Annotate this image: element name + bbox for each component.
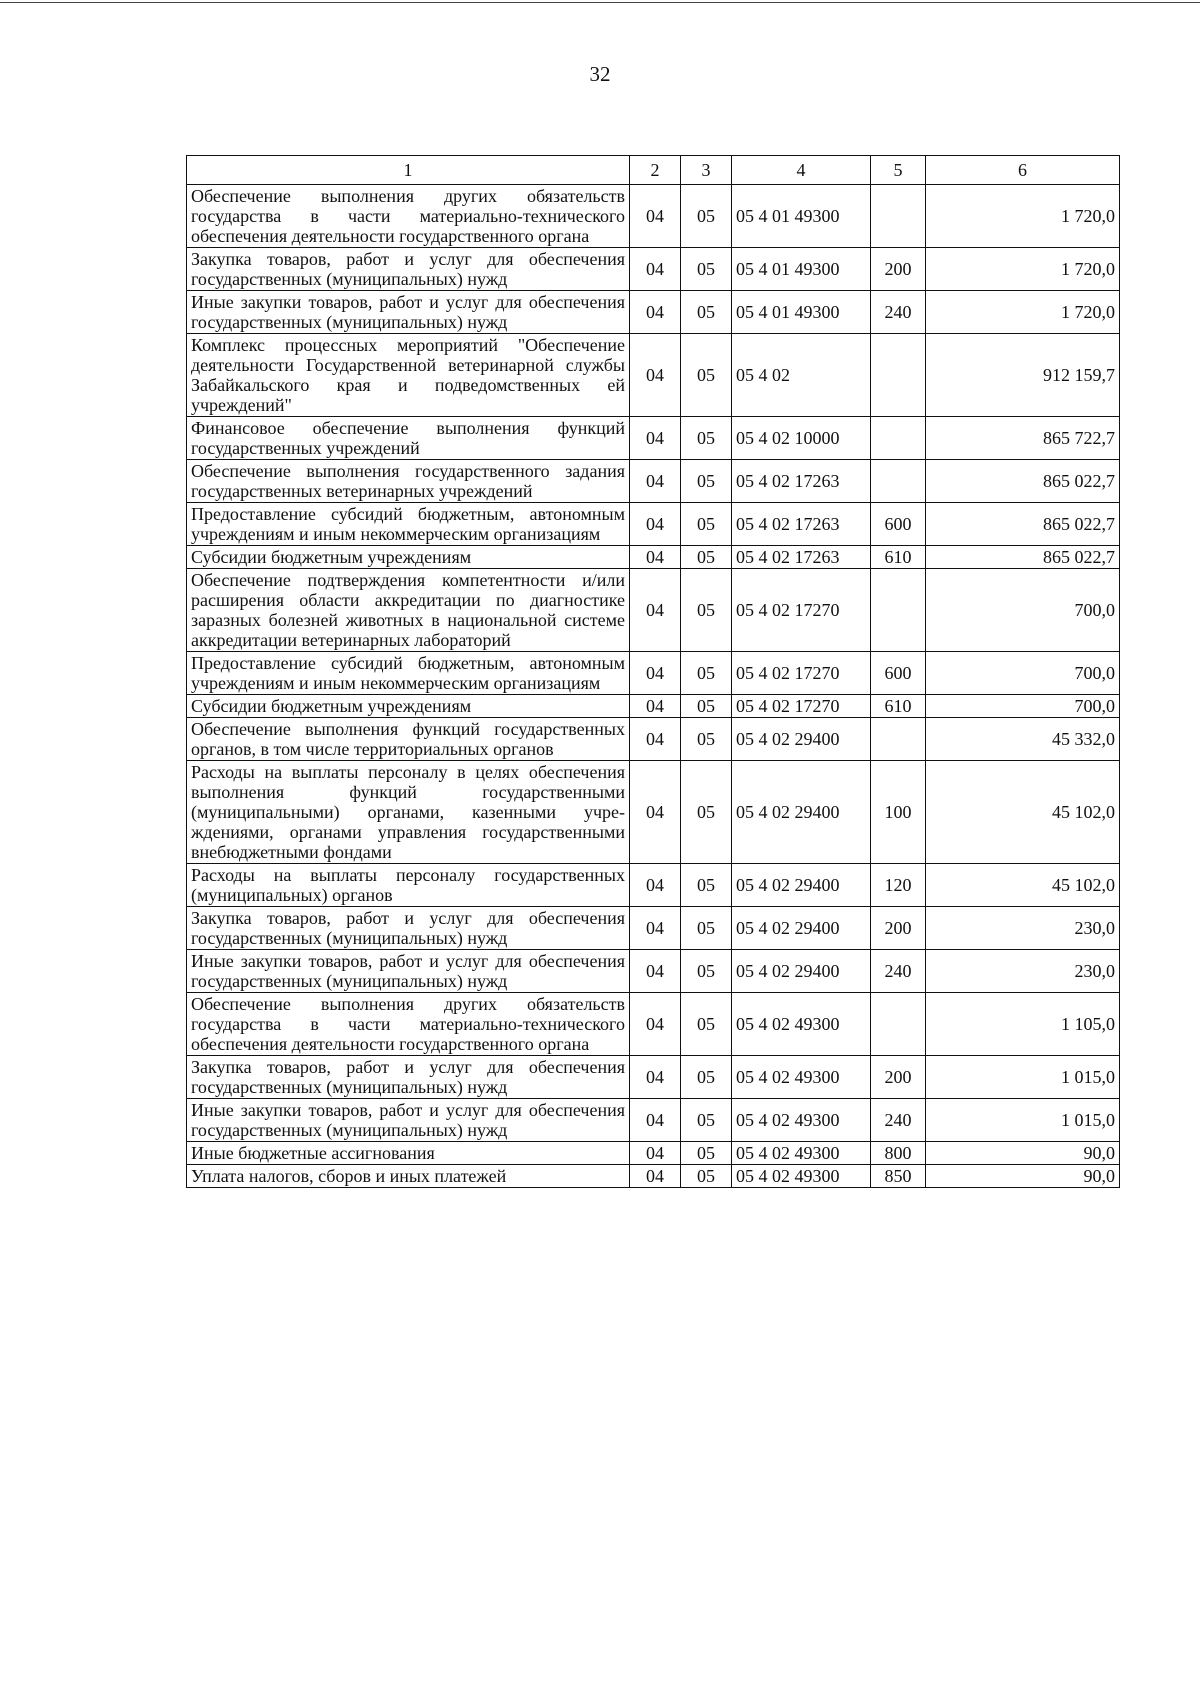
target-article-cell: 05 4 01 49300: [732, 248, 871, 291]
amount-cell: 1 720,0: [926, 248, 1120, 291]
target-article-cell: 05 4 01 49300: [732, 185, 871, 248]
page-number: 32: [589, 62, 611, 86]
subsection-code-cell: 05: [681, 460, 732, 503]
amount-cell: 1 015,0: [926, 1099, 1120, 1142]
budget-table: [186, 155, 1120, 1188]
section-code-cell: 04: [630, 718, 681, 761]
expense-type-cell: 240: [871, 950, 926, 993]
top-rule: [0, 2, 1200, 3]
expense-name-cell: Обеспечение выполнения других обязательств государства в части материально-технического обеспечения деятельности государственного органа: [187, 993, 630, 1056]
section-code-cell: 04: [630, 993, 681, 1056]
table-row: [187, 718, 1120, 761]
target-article-cell: 05 4 02 49300: [732, 993, 871, 1056]
target-article-cell: 05 4 02 17263: [732, 546, 871, 569]
amount-cell: 865 722,7: [926, 417, 1120, 460]
expense-name-cell: Обеспечение выполнения государственного задания государственных ветеринарных учреждений: [187, 460, 630, 503]
amount-cell: 90,0: [926, 1142, 1120, 1165]
target-article-cell: 05 4 02 29400: [732, 761, 871, 864]
subsection-code-cell: 05: [681, 652, 732, 695]
expense-name-cell: Предоставление субсидий бюджетным, автономным учреждениям и иным некоммерческим организациям: [187, 652, 630, 695]
header-row: [187, 156, 1120, 185]
expense-type-cell: 240: [871, 291, 926, 334]
target-article-cell: 05 4 02 29400: [732, 718, 871, 761]
subsection-code-cell: 05: [681, 334, 732, 417]
expense-name-cell: Иные бюджетные ассигнования: [187, 1142, 630, 1165]
expense-name-cell: Закупка товаров, работ и услуг для обеспечения государственных (муниципальных) нужд: [187, 1056, 630, 1099]
expense-type-cell: [871, 993, 926, 1056]
table-row: [187, 993, 1120, 1056]
target-article-cell: 05 4 01 49300: [732, 291, 871, 334]
amount-cell: 700,0: [926, 652, 1120, 695]
expense-type-cell: 800: [871, 1142, 926, 1165]
amount-cell: 45 102,0: [926, 761, 1120, 864]
expense-type-cell: [871, 417, 926, 460]
target-article-cell: 05 4 02 17270: [732, 652, 871, 695]
table-row: [187, 652, 1120, 695]
expense-type-cell: [871, 185, 926, 248]
header-cell: 2: [630, 156, 681, 185]
amount-cell: 865 022,7: [926, 460, 1120, 503]
target-article-cell: 05 4 02 49300: [732, 1142, 871, 1165]
expense-type-cell: 600: [871, 503, 926, 546]
expense-name-cell: Обеспечение выполнения других обязательств государства в части материально-технического обеспечения деятельности государственного органа: [187, 185, 630, 248]
section-code-cell: 04: [630, 652, 681, 695]
target-article-cell: 05 4 02 17263: [732, 460, 871, 503]
expense-name-cell: Финансовое обеспечение выполнения функций государственных учреждений: [187, 417, 630, 460]
subsection-code-cell: 05: [681, 417, 732, 460]
expense-type-cell: [871, 569, 926, 652]
section-code-cell: 04: [630, 695, 681, 718]
table-row: [187, 248, 1120, 291]
table-row: [187, 907, 1120, 950]
amount-cell: 45 332,0: [926, 718, 1120, 761]
subsection-code-cell: 05: [681, 718, 732, 761]
section-code-cell: 04: [630, 185, 681, 248]
header-cell: 6: [926, 156, 1120, 185]
subsection-code-cell: 05: [681, 185, 732, 248]
subsection-code-cell: 05: [681, 503, 732, 546]
section-code-cell: 04: [630, 460, 681, 503]
table-row: [187, 1165, 1120, 1188]
expense-type-cell: 240: [871, 1099, 926, 1142]
expense-type-cell: 100: [871, 761, 926, 864]
target-article-cell: 05 4 02 49300: [732, 1165, 871, 1188]
expense-type-cell: [871, 460, 926, 503]
section-code-cell: 04: [630, 569, 681, 652]
table-row: [187, 185, 1120, 248]
target-article-cell: 05 4 02 29400: [732, 950, 871, 993]
header-cell: 3: [681, 156, 732, 185]
section-code-cell: 04: [630, 291, 681, 334]
section-code-cell: 04: [630, 950, 681, 993]
amount-cell: 865 022,7: [926, 546, 1120, 569]
expense-type-cell: 610: [871, 546, 926, 569]
subsection-code-cell: 05: [681, 1099, 732, 1142]
table-row: [187, 460, 1120, 503]
amount-cell: 90,0: [926, 1165, 1120, 1188]
section-code-cell: 04: [630, 864, 681, 907]
expense-type-cell: 200: [871, 248, 926, 291]
table-row: [187, 761, 1120, 864]
subsection-code-cell: 05: [681, 1142, 732, 1165]
expense-type-cell: [871, 334, 926, 417]
table-row: [187, 695, 1120, 718]
section-code-cell: 04: [630, 761, 681, 864]
expense-type-cell: 120: [871, 864, 926, 907]
subsection-code-cell: 05: [681, 761, 732, 864]
amount-cell: 1 105,0: [926, 993, 1120, 1056]
table-row: [187, 417, 1120, 460]
header-cell: 1: [187, 156, 630, 185]
subsection-code-cell: 05: [681, 907, 732, 950]
expense-name-cell: Закупка товаров, работ и услуг для обеспечения государственных (муниципальных) нужд: [187, 907, 630, 950]
table-row: [187, 291, 1120, 334]
target-article-cell: 05 4 02 17270: [732, 695, 871, 718]
table-row: [187, 546, 1120, 569]
header-cell: 5: [871, 156, 926, 185]
expense-type-cell: 600: [871, 652, 926, 695]
subsection-code-cell: 05: [681, 864, 732, 907]
amount-cell: 1 015,0: [926, 1056, 1120, 1099]
target-article-cell: 05 4 02: [732, 334, 871, 417]
section-code-cell: 04: [630, 1142, 681, 1165]
table-row: [187, 950, 1120, 993]
table-row: [187, 864, 1120, 907]
expense-type-cell: 200: [871, 1056, 926, 1099]
target-article-cell: 05 4 02 29400: [732, 864, 871, 907]
section-code-cell: 04: [630, 334, 681, 417]
section-code-cell: 04: [630, 907, 681, 950]
target-article-cell: 05 4 02 17270: [732, 569, 871, 652]
section-code-cell: 04: [630, 1056, 681, 1099]
section-code-cell: 04: [630, 1165, 681, 1188]
expense-name-cell: Предоставление субсидий бюджетным, автономным учреждениям и иным некоммерческим организациям: [187, 503, 630, 546]
subsection-code-cell: 05: [681, 569, 732, 652]
amount-cell: 1 720,0: [926, 185, 1120, 248]
target-article-cell: 05 4 02 29400: [732, 907, 871, 950]
table-row: [187, 1099, 1120, 1142]
expense-name-cell: Обеспечение выполнения функций государственных органов, в том числе территориальных органов: [187, 718, 630, 761]
target-article-cell: 05 4 02 49300: [732, 1099, 871, 1142]
subsection-code-cell: 05: [681, 1165, 732, 1188]
expense-name-cell: Комплекс процессных мероприятий "Обеспечение деятельности Государственной ветеринарной службы Забайкальского края и подведомственных ей учреждений": [187, 334, 630, 417]
subsection-code-cell: 05: [681, 950, 732, 993]
amount-cell: 45 102,0: [926, 864, 1120, 907]
amount-cell: 230,0: [926, 950, 1120, 993]
expense-name-cell: Расходы на выплаты персоналу в целях обеспечения выполнения функций государственными (муниципальными) органами, казенными учреждениями, органами управления государственными внебюджетными фондами: [187, 761, 630, 864]
expense-name-cell: Расходы на выплаты персоналу государственных (муниципальных) органов: [187, 864, 630, 907]
amount-cell: 230,0: [926, 907, 1120, 950]
amount-cell: 1 720,0: [926, 291, 1120, 334]
table-row: [187, 1142, 1120, 1165]
subsection-code-cell: 05: [681, 993, 732, 1056]
subsection-code-cell: 05: [681, 546, 732, 569]
expense-name-cell: Иные закупки товаров, работ и услуг для обеспечения государственных (муниципальных) нужд: [187, 291, 630, 334]
table-row: [187, 503, 1120, 546]
target-article-cell: 05 4 02 17263: [732, 503, 871, 546]
target-article-cell: 05 4 02 49300: [732, 1056, 871, 1099]
target-article-cell: 05 4 02 10000: [732, 417, 871, 460]
amount-cell: 912 159,7: [926, 334, 1120, 417]
section-code-cell: 04: [630, 546, 681, 569]
expense-name-cell: Обеспечение подтверждения компетентности и/или расширения области аккредитации по диагностике заразных болезней животных в национальной системе аккредитации ветеринарных лабораторий: [187, 569, 630, 652]
table-row: [187, 334, 1120, 417]
expense-name-cell: Субсидии бюджетным учреждениям: [187, 695, 630, 718]
header-cell: 4: [732, 156, 871, 185]
table-row: [187, 1056, 1120, 1099]
subsection-code-cell: 05: [681, 291, 732, 334]
expense-name-cell: Уплата налогов, сборов и иных платежей: [187, 1165, 630, 1188]
subsection-code-cell: 05: [681, 248, 732, 291]
expense-type-cell: [871, 718, 926, 761]
section-code-cell: 04: [630, 503, 681, 546]
amount-cell: 865 022,7: [926, 503, 1120, 546]
table-row: [187, 569, 1120, 652]
expense-type-cell: 610: [871, 695, 926, 718]
amount-cell: 700,0: [926, 569, 1120, 652]
expense-name-cell: Иные закупки товаров, работ и услуг для обеспечения государственных (муниципальных) нужд: [187, 950, 630, 993]
expense-type-cell: 200: [871, 907, 926, 950]
subsection-code-cell: 05: [681, 695, 732, 718]
amount-cell: 700,0: [926, 695, 1120, 718]
expense-name-cell: Субсидии бюджетным учреждениям: [187, 546, 630, 569]
expense-name-cell: Иные закупки товаров, работ и услуг для обеспечения государственных (муниципальных) нужд: [187, 1099, 630, 1142]
section-code-cell: 04: [630, 1099, 681, 1142]
subsection-code-cell: 05: [681, 1056, 732, 1099]
expense-name-cell: Закупка товаров, работ и услуг для обеспечения государственных (муниципальных) нужд: [187, 248, 630, 291]
expense-type-cell: 850: [871, 1165, 926, 1188]
section-code-cell: 04: [630, 417, 681, 460]
section-code-cell: 04: [630, 248, 681, 291]
